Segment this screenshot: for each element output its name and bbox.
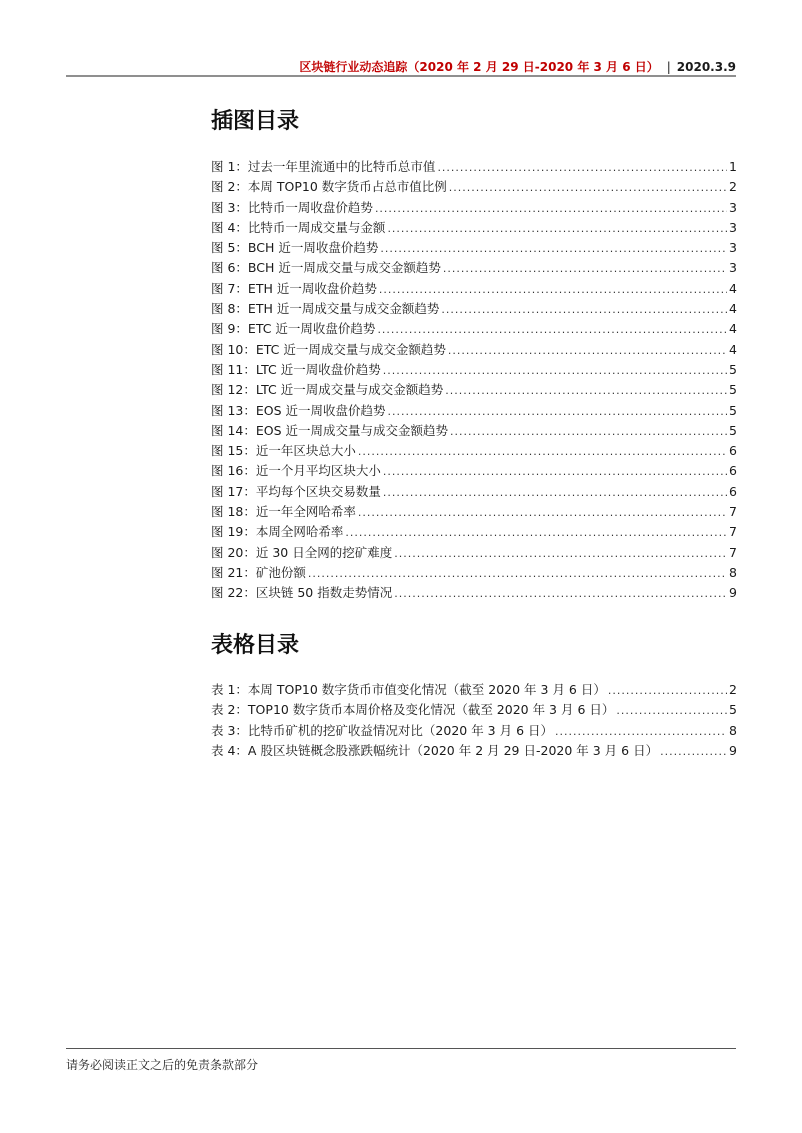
toc-leader-dots <box>358 442 727 462</box>
toc-entry[interactable] <box>211 177 737 197</box>
toc-entry-page: 4 <box>729 280 737 296</box>
toc-entry-label: 图 8：ETH 近一周成交量与成交金额趋势 <box>211 301 440 317</box>
toc-entry-label: 图 17：平均每个区块交易数量 <box>211 483 381 499</box>
toc-entry-page: 5 <box>729 702 737 718</box>
toc-entry[interactable] <box>211 360 737 380</box>
header-rule <box>66 75 736 77</box>
toc-leader-dots <box>308 564 727 584</box>
toc-leader-dots <box>441 300 727 320</box>
toc-entry-label: 图 18：近一年全网哈希率 <box>211 504 356 520</box>
toc-entry-page: 3 <box>729 219 737 235</box>
toc-entry[interactable] <box>211 218 737 238</box>
toc-entry-label: 图 9：ETC 近一周收盘价趋势 <box>211 321 376 337</box>
toc-leader-dots <box>345 523 727 543</box>
toc-entry[interactable] <box>211 441 737 461</box>
toc-entry-label: 表 3：比特币矿机的挖矿收益情况对比（2020 年 3 月 6 日） <box>211 722 554 738</box>
toc-entry-label: 图 4：比特币一周成交量与金额 <box>211 219 386 235</box>
toc-entry-label: 图 13：EOS 近一周收盘价趋势 <box>211 402 386 418</box>
toc-entry-page: 9 <box>729 742 737 758</box>
report-title: 区块链行业动态追踪（2020 年 2 月 29 日-2020 年 3 月 6 日） <box>299 60 659 74</box>
toc-entry[interactable] <box>211 741 737 761</box>
footer-disclaimer: 请务必阅读正文之后的免责条款部分 <box>66 1058 259 1072</box>
toc-entry-page: 3 <box>729 240 737 256</box>
toc-entry-label: 图 15：近一年区块总大小 <box>211 443 356 459</box>
toc-entry-page: 4 <box>729 321 737 337</box>
toc-leader-dots <box>616 701 727 721</box>
toc-entry-label: 图 12：LTC 近一周成交量与成交金额趋势 <box>211 382 444 398</box>
toc-leader-dots <box>379 280 727 300</box>
toc-entry-page: 7 <box>729 504 737 520</box>
toc-entry-label: 图 7：ETH 近一周收盘价趋势 <box>211 280 377 296</box>
toc-entry-label: 图 1：过去一年里流通中的比特币总市值 <box>211 159 436 174</box>
toc-entry[interactable] <box>211 522 737 542</box>
toc-entry-page: 1 <box>729 159 737 174</box>
toc-entry-page: 6 <box>729 463 737 479</box>
toc-entry-page: 5 <box>729 382 737 398</box>
toc-leader-dots <box>375 199 727 219</box>
page-header <box>299 58 736 75</box>
toc-entry[interactable] <box>211 299 737 319</box>
toc-entry[interactable] <box>211 340 737 360</box>
toc-leader-dots <box>394 584 727 604</box>
toc-entry-label: 图 19：本周全网哈希率 <box>211 524 344 540</box>
report-date: 2020.3.9 <box>676 59 736 74</box>
toc-entry-page: 6 <box>729 483 737 499</box>
toc-entry-page: 5 <box>729 402 737 418</box>
toc-leader-dots <box>383 361 727 381</box>
toc-entry[interactable] <box>211 421 737 441</box>
toc-leader-dots <box>445 381 727 401</box>
toc-entry-label: 图 20：近 30 日全网的挖矿难度 <box>211 544 393 560</box>
toc-entry[interactable] <box>211 238 737 258</box>
toc-entry-page: 2 <box>729 179 737 195</box>
toc-entry-page: 8 <box>729 564 737 580</box>
tables-toc-list <box>211 680 737 761</box>
toc-leader-dots <box>443 259 727 279</box>
toc-leader-dots <box>383 462 727 482</box>
toc-leader-dots <box>437 158 727 178</box>
toc-entry-label: 图 14：EOS 近一周成交量与成交金额趋势 <box>211 422 449 438</box>
toc-entry-page: 4 <box>729 341 737 357</box>
toc-entry-label: 图 22：区块链 50 指数走势情况 <box>211 585 393 601</box>
toc-entry-label: 表 2：TOP10 数字货币本周价格及变化情况（截至 2020 年 3 月 6 日） <box>211 702 615 718</box>
toc-entry-page: 7 <box>729 524 737 540</box>
toc-entry-page: 5 <box>729 361 737 377</box>
toc-entry-label: 图 10：ETC 近一周成交量与成交金额趋势 <box>211 341 446 357</box>
toc-entry-label: 图 5：BCH 近一周收盘价趋势 <box>211 240 379 256</box>
toc-leader-dots <box>555 722 727 742</box>
tables-section-title: 表格目录 <box>211 633 300 658</box>
toc-entry-page: 5 <box>729 422 737 438</box>
toc-leader-dots <box>660 742 727 762</box>
toc-entry-label: 图 11：LTC 近一周收盘价趋势 <box>211 361 381 377</box>
figures-section-title: 插图目录 <box>211 109 300 134</box>
toc-leader-dots <box>380 239 727 259</box>
toc-entry[interactable] <box>211 279 737 299</box>
toc-entry-label: 表 4：A 股区块链概念股涨跌幅统计（2020 年 2 月 29 日-2020 年 3 月 6 日） <box>211 742 659 758</box>
toc-entry-label: 图 2：本周 TOP10 数字货币占总市值比例 <box>211 179 447 195</box>
toc-entry-page: 4 <box>729 301 737 317</box>
toc-entry-label: 图 6：BCH 近一周成交量与成交金额趋势 <box>211 260 441 276</box>
figures-toc-list <box>211 157 737 604</box>
toc-entry-label: 图 16：近一个月平均区块大小 <box>211 463 381 479</box>
toc-entry-page: 6 <box>729 443 737 459</box>
toc-entry[interactable] <box>211 401 737 421</box>
toc-entry[interactable] <box>211 502 737 522</box>
toc-entry[interactable] <box>211 258 737 278</box>
toc-entry[interactable] <box>211 721 737 741</box>
toc-entry-page: 8 <box>729 722 737 738</box>
toc-leader-dots <box>387 219 727 239</box>
toc-entry[interactable] <box>211 482 737 502</box>
toc-leader-dots <box>377 320 727 340</box>
toc-entry[interactable] <box>211 380 737 400</box>
toc-entry[interactable] <box>211 563 737 583</box>
toc-leader-dots <box>394 544 727 564</box>
toc-entry-page: 9 <box>729 585 737 601</box>
toc-entry[interactable] <box>211 700 737 720</box>
header-separator: | <box>666 59 671 74</box>
footer-rule <box>66 1048 736 1049</box>
toc-entry-page: 2 <box>729 682 737 697</box>
toc-leader-dots <box>388 402 727 422</box>
toc-entry-label: 图 21：矿池份额 <box>211 564 306 580</box>
toc-entry[interactable] <box>211 157 737 177</box>
toc-entry-page: 7 <box>729 544 737 560</box>
toc-entry[interactable] <box>211 461 737 481</box>
toc-entry-page: 3 <box>729 260 737 276</box>
toc-entry-label: 表 1：本周 TOP10 数字货币市值变化情况（截至 2020 年 3 月 6 日） <box>211 682 606 697</box>
toc-leader-dots <box>449 178 727 198</box>
toc-entry[interactable] <box>211 319 737 339</box>
toc-entry[interactable] <box>211 198 737 218</box>
toc-leader-dots <box>450 422 727 442</box>
toc-entry[interactable] <box>211 680 737 700</box>
toc-entry-label: 图 3：比特币一周收盘价趋势 <box>211 199 373 215</box>
toc-entry-page: 3 <box>729 199 737 215</box>
toc-entry[interactable] <box>211 583 737 603</box>
toc-leader-dots <box>358 503 727 523</box>
toc-leader-dots <box>608 681 727 701</box>
toc-leader-dots <box>448 341 727 361</box>
toc-leader-dots <box>383 483 727 503</box>
toc-entry[interactable] <box>211 543 737 563</box>
